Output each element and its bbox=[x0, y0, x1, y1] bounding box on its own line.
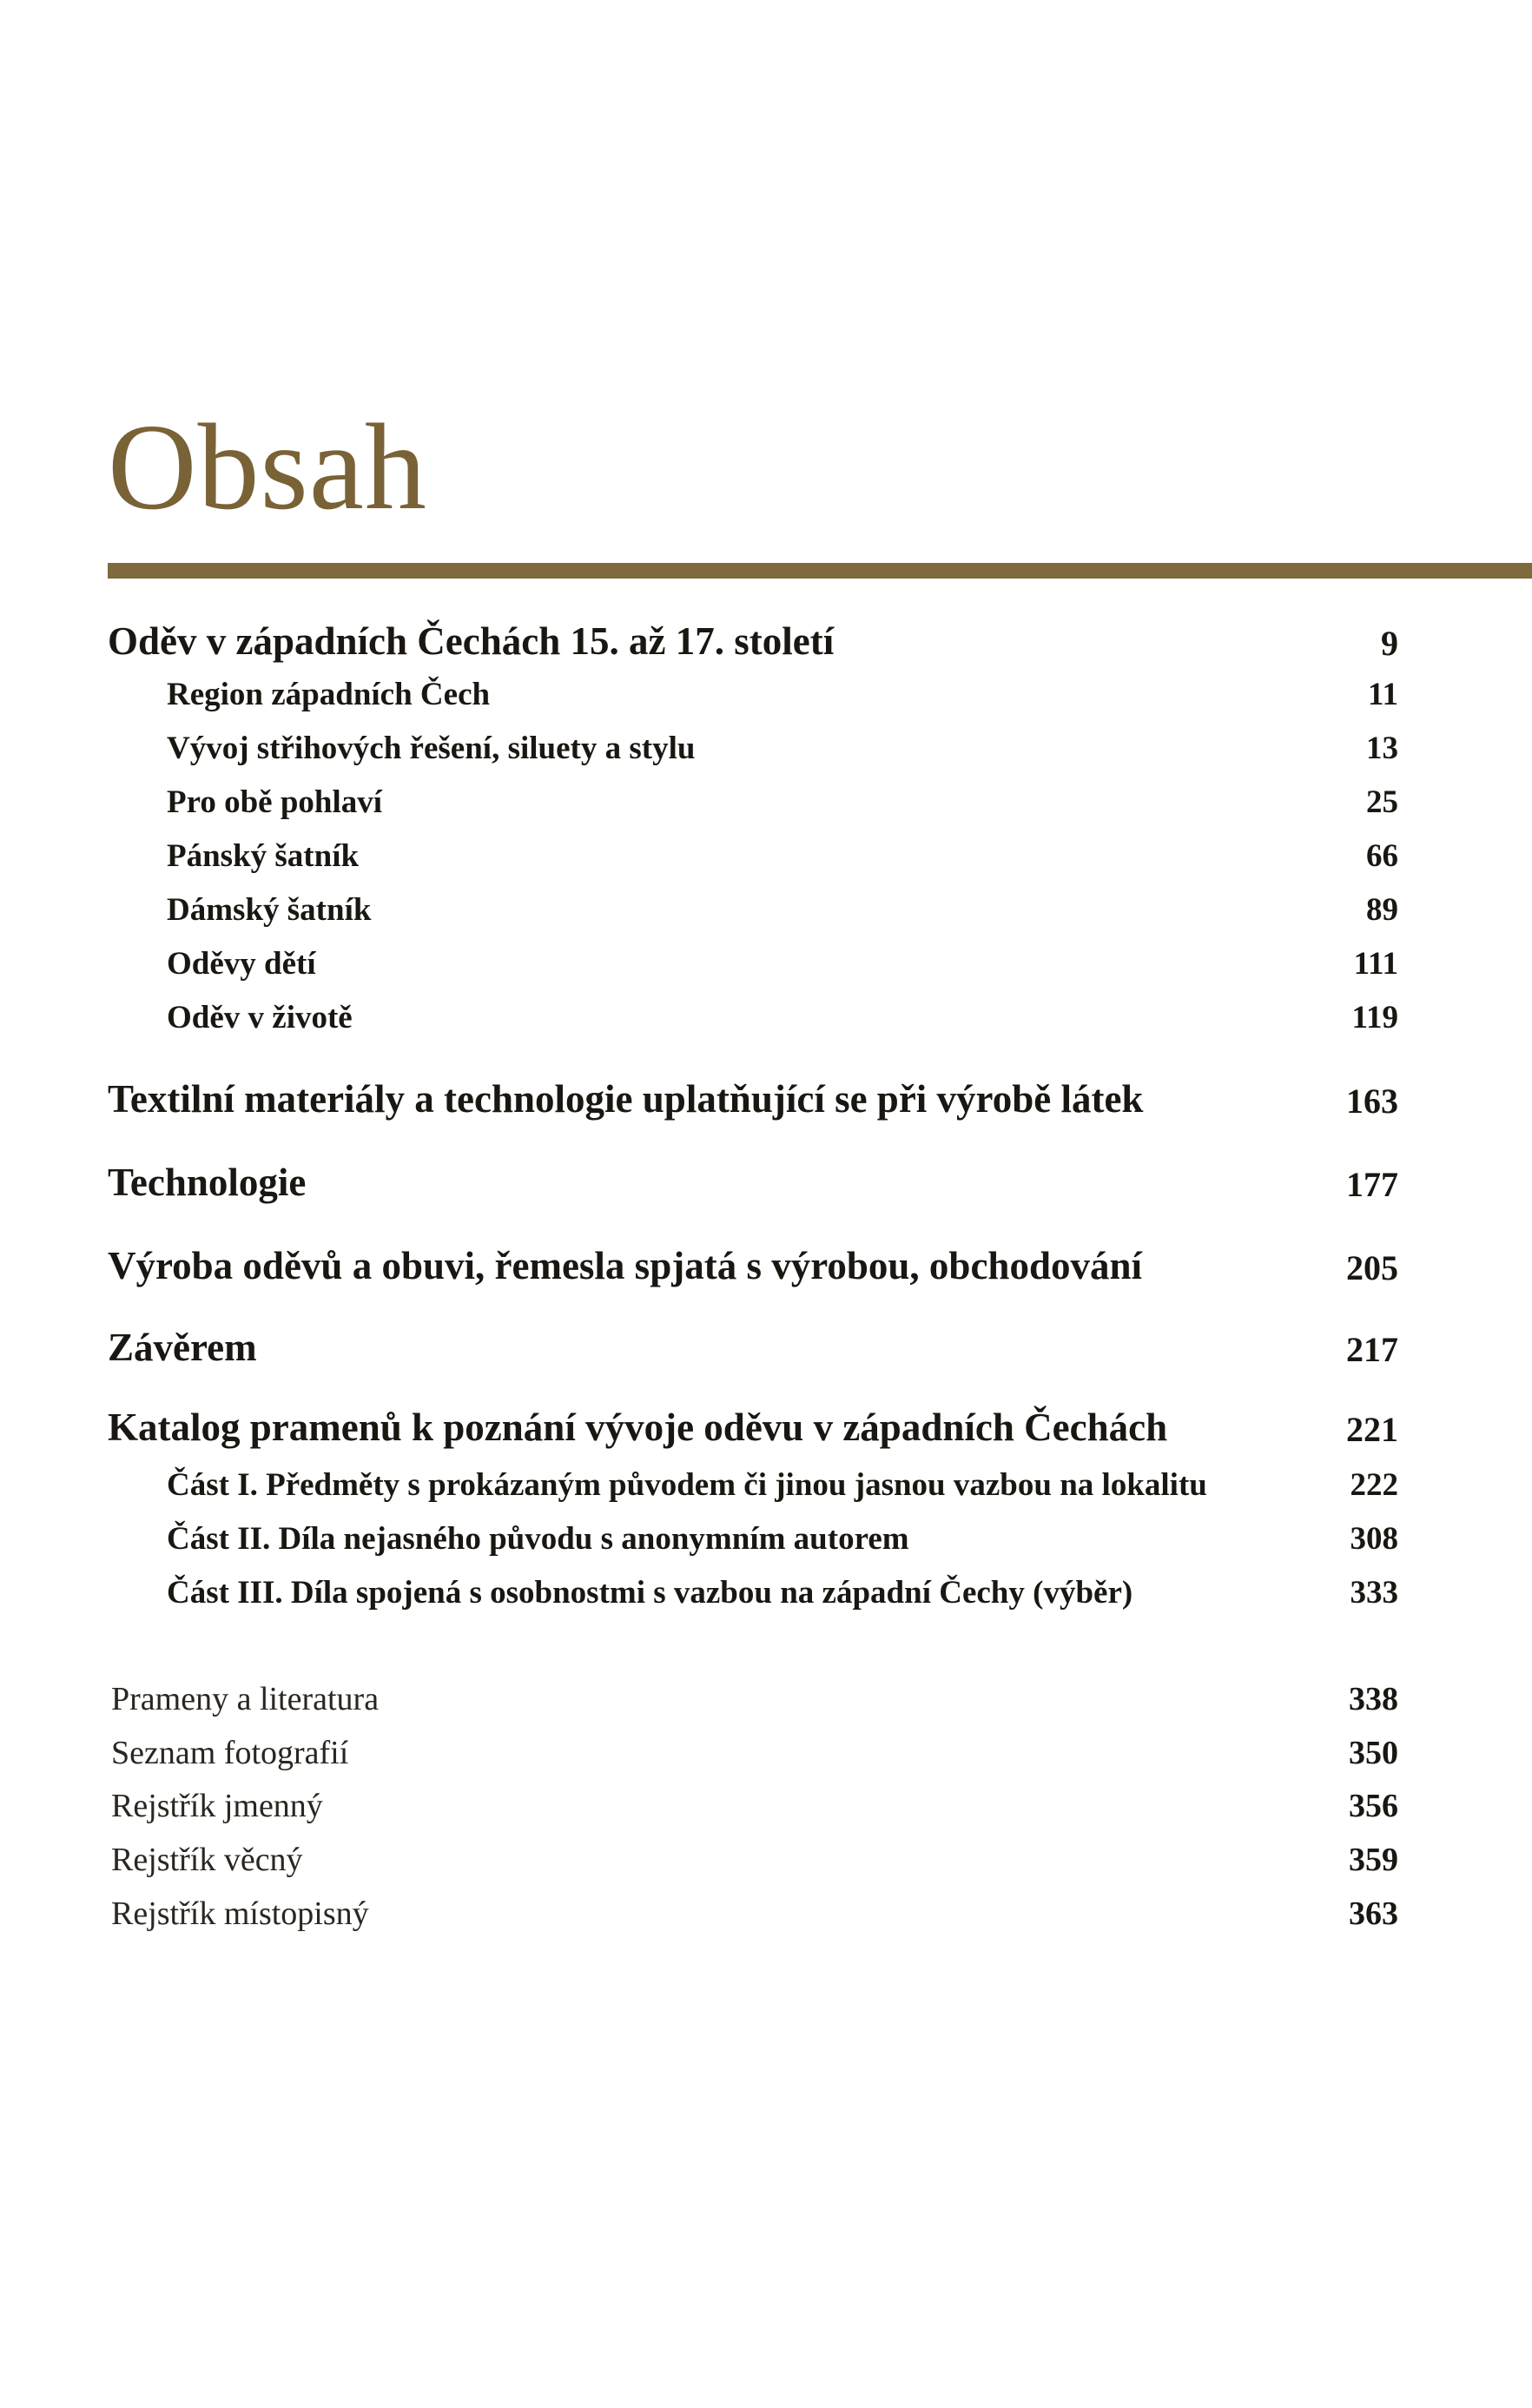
toc-subitem-page: 25 bbox=[1366, 784, 1398, 820]
page-title: Obsah bbox=[108, 398, 427, 535]
toc-subitem-label: Oděvy dětí bbox=[167, 946, 316, 982]
toc-back-item-page: 363 bbox=[1349, 1895, 1398, 1932]
toc-section-3-page: 177 bbox=[1346, 1165, 1398, 1204]
title-rule bbox=[108, 563, 1532, 579]
toc-back-item-page: 356 bbox=[1349, 1788, 1398, 1824]
toc-back-item-page: 338 bbox=[1349, 1681, 1398, 1717]
toc-section-5-page: 217 bbox=[1346, 1330, 1398, 1369]
toc-section-1-page: 9 bbox=[1381, 624, 1398, 663]
toc-back-item-label: Rejstřík věcný bbox=[111, 1842, 303, 1878]
toc-section-2-label: Textilní materiály a technologie uplatňující se při výrobě látek bbox=[108, 1077, 1144, 1121]
toc-subitem-page: 89 bbox=[1366, 892, 1398, 928]
toc-section-2-page: 163 bbox=[1346, 1082, 1398, 1121]
toc-back-item-label: Prameny a literatura bbox=[111, 1681, 380, 1717]
toc-subitem-label: Pánský šatník bbox=[167, 838, 360, 874]
toc-section-6-page: 221 bbox=[1346, 1410, 1398, 1449]
toc-subitem-label: Oděv v životě bbox=[167, 1000, 353, 1035]
toc-subitem-page: 11 bbox=[1368, 677, 1398, 712]
toc-section-1-label: Oděv v západních Čechách 15. až 17. století bbox=[108, 619, 835, 663]
toc-subitem-label: Část II. Díla nejasného původu s anonymním autorem bbox=[167, 1521, 909, 1557]
toc-subitem-page: 66 bbox=[1366, 838, 1398, 874]
toc-subitem-label: Část III. Díla spojená s osobnostmi s vazbou na západní Čechy (výběr) bbox=[167, 1575, 1133, 1611]
toc-back-item-label: Rejstřík místopisný bbox=[111, 1895, 369, 1932]
toc-section-5-label: Závěrem bbox=[108, 1326, 257, 1369]
toc-subitem-label: Část I. Předměty s prokázaným původem či jinou jasnou vazbou na lokalitu bbox=[167, 1467, 1207, 1503]
toc-subitem-page: 111 bbox=[1353, 946, 1398, 982]
toc-subitem-page: 13 bbox=[1366, 731, 1398, 766]
toc-subitem-page: 333 bbox=[1350, 1575, 1398, 1611]
toc-back-item-page: 359 bbox=[1349, 1842, 1398, 1878]
toc-subitem-label: Vývoj střihových řešení, siluety a stylu bbox=[167, 731, 696, 766]
toc-subitem-label: Pro obě pohlaví bbox=[167, 784, 383, 820]
toc-back-item-label: Rejstřík jmenný bbox=[111, 1788, 323, 1824]
toc-subitem-label: Dámský šatník bbox=[167, 892, 372, 928]
toc-section-4-label: Výroba oděvů a obuvi, řemesla spjatá s výrobou, obchodování bbox=[108, 1244, 1143, 1287]
toc-section-4-page: 205 bbox=[1346, 1248, 1398, 1287]
toc-section-3-label: Technologie bbox=[108, 1161, 307, 1204]
toc-section-6-label: Katalog pramenů k poznání vývoje oděvu v západních Čechách bbox=[108, 1406, 1168, 1449]
toc-subitem-page: 222 bbox=[1350, 1467, 1398, 1503]
toc-back-item-page: 350 bbox=[1349, 1735, 1398, 1771]
toc-subitem-page: 308 bbox=[1350, 1521, 1398, 1557]
toc-subitem-page: 119 bbox=[1351, 1000, 1398, 1035]
toc-subitem-label: Region západních Čech bbox=[167, 677, 491, 712]
toc-back-item-label: Seznam fotografií bbox=[111, 1735, 349, 1771]
